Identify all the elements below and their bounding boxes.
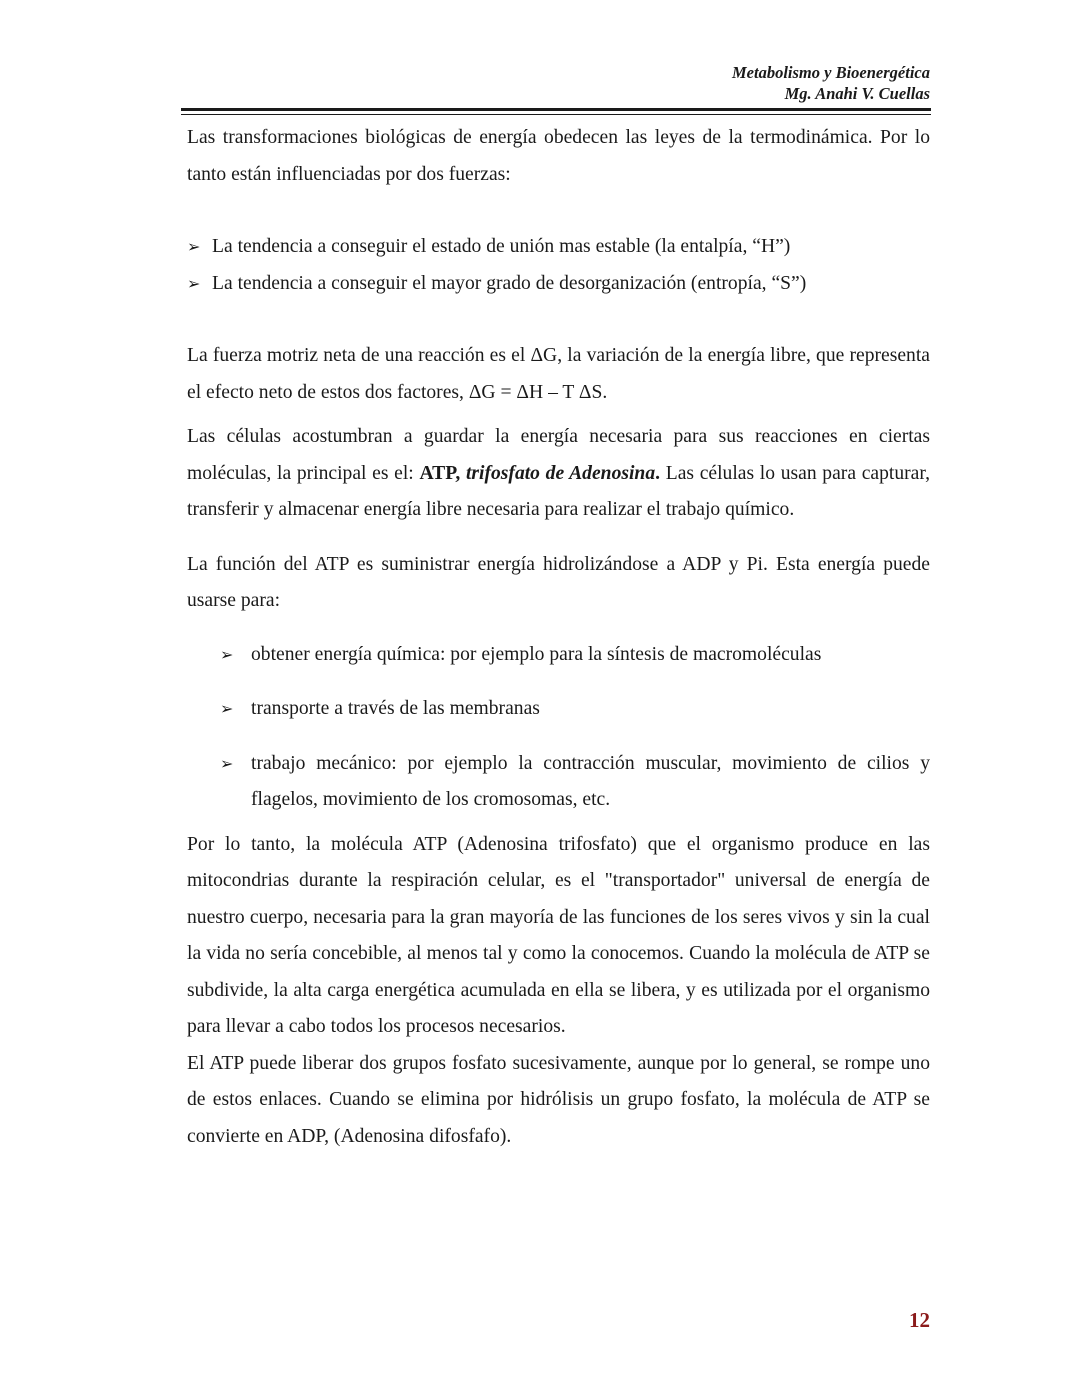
header-author: Mg. Anahi V. Cuellas [784,84,930,103]
atp-definition: trifosfato de Adenosina [465,462,656,484]
header-rule-thin [181,114,931,115]
page-number: 12 [909,1308,930,1332]
forces-list [187,229,930,302]
page-body [187,120,930,1155]
function-paragraph: La función del ATP es suministrar energía hidrolizándose a ADP y Pi. Esta energía puede usarse para: [187,553,930,611]
header-rule-thick [181,108,931,111]
intro-paragraph: Las transformaciones biológicas de energía obedecen las leyes de la termodinámica. Por lo tanto están influenciadas por dos fuerzas: [187,127,930,185]
list-item: ➢ transporte a través de las membranas [187,691,930,728]
header-title: Metabolismo y Bioenergética [732,63,930,82]
driving-force-paragraph: La fuerza motriz neta de una reacción es el ΔG, la variación de la energía libre, que representa el efecto neto de estos dos factores, ΔG = ΔH – T ΔS. [187,345,930,403]
arrow-bullet-icon: ➢ [187,237,201,256]
list-item: ➢ trabajo mecánico: por ejemplo la contracción muscular, movimiento de cilios y flagelos, movimiento de los cromosomas, etc. [187,746,930,819]
atp-paragraph: Las células acostumbran a guardar la energía necesaria para sus reacciones en ciertas moléculas, la principal es el: ATP, trifosfato de Adenosina. Las células lo usan para capturar, transferir y almacenar energía libre necesaria para realizar el trabajo químico. [187,426,930,520]
uses-list [187,637,930,819]
list-item: ➢ obtener energía química: por ejemplo para la síntesis de macromoléculas [187,637,930,674]
atp-term: ATP, [419,462,466,484]
arrow-bullet-icon: ➢ [220,753,234,773]
final-paragraph: El ATP puede liberar dos grupos fosfato sucesivamente, aunque por lo general, se rompe uno de estos enlaces. Cuando se elimina por hidrólisis un grupo fosfato, la molécula de ATP se convierte en ADP, (Adenosina difosfafo). [187,1052,930,1147]
arrow-bullet-icon: ➢ [220,644,234,664]
arrow-bullet-icon: ➢ [187,273,201,293]
conclusion-paragraph: Por lo tanto, la molécula ATP (Adenosina trifosfato) que el organismo produce en las mitocondrias durante la respiración celular, es el "transportador" universal de energía de nuestro cuerpo, necesaria para la gran mayoría de las funciones de los seres vivos y sin la cual la vida no sería concebible, al menos tal y como la conocemos. Cuando la molécula de ATP se subdivide, la alta carga energética acumulada en ella se libera, y es utilizada por el organismo para llevar a cabo todos los procesos necesarios. [187,833,930,1037]
running-header [187,62,930,104]
arrow-bullet-icon: ➢ [220,699,234,718]
list-item: ➢ La tendencia a conseguir el mayor grado de desorganización (entropía, “S”) [187,266,930,303]
list-item: ➢ La tendencia a conseguir el estado de unión mas estable (la entalpía, “H”) [187,229,930,266]
